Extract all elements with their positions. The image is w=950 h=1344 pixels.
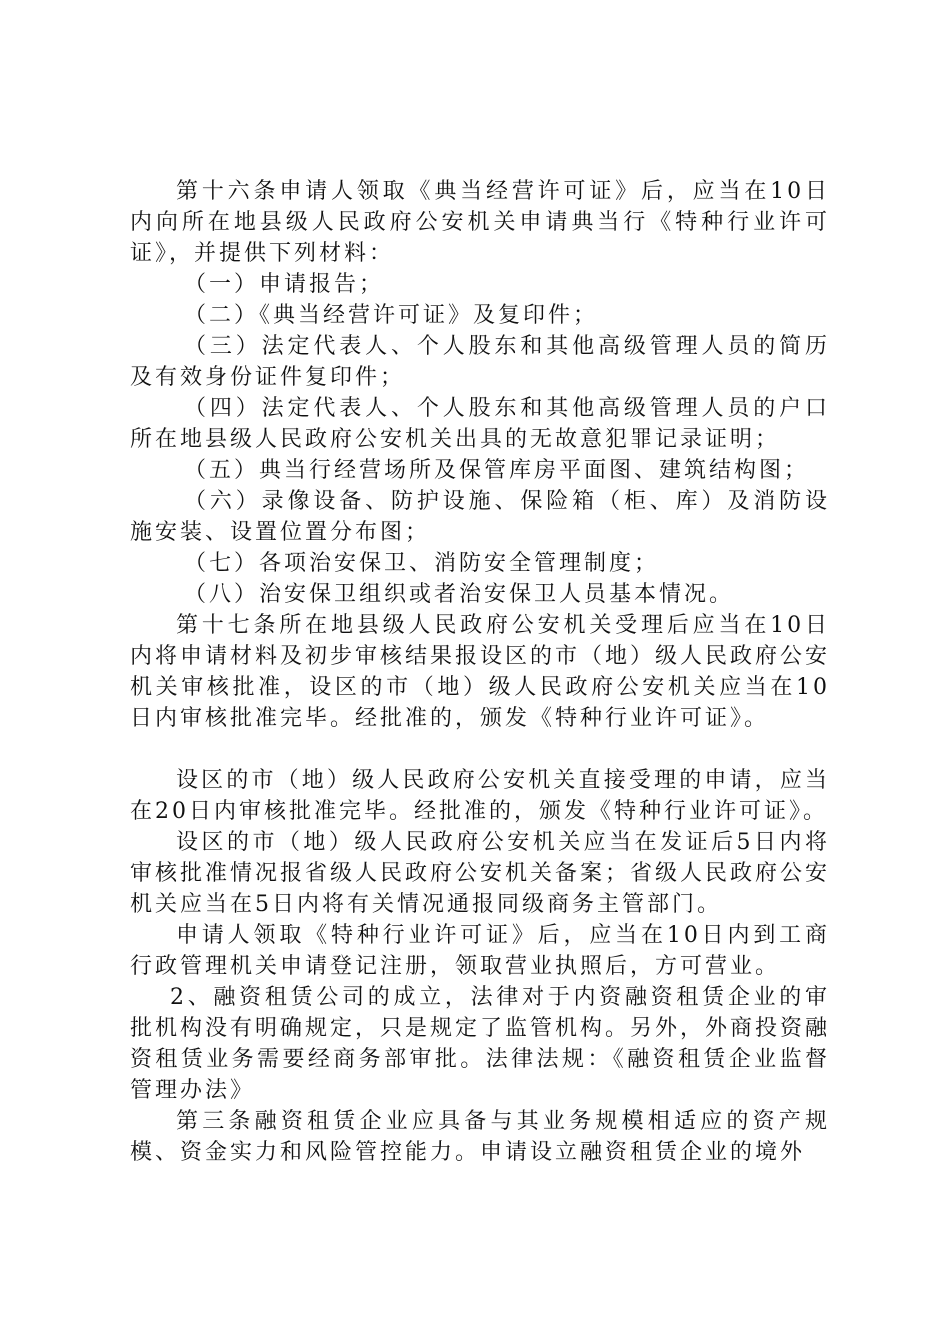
list-item-1: （一）申请报告；: [184, 272, 385, 297]
direct-acceptance-paragraph: 设区的市（地）级人民政府公安机关直接受理的申请，应当在20日内审核批准完毕。经批准的，颁发《特种行业许可证》。: [130, 768, 830, 824]
list-item-4: （四）法定代表人、个人股东和其他高级管理人员的户口所在地县级人民政府公安机关出具的无故意犯罪记录证明；: [130, 396, 830, 452]
article-16-paragraph: 第十六条申请人领取《典当经营许可证》后，应当在10日内向所在地县级人民政府公安机关申请典当行《特种行业许可证》，并提供下列材料：: [130, 179, 830, 266]
filing-paragraph: 设区的市（地）级人民政府公安机关应当在发证后5日内将审核批准情况报省级人民政府公安机关备案；省级人民政府公安机关应当在5日内将有关情况通报同级商务主管部门。: [130, 830, 831, 917]
leasing-company-paragraph: 2、融资租赁公司的成立，法律对于内资融资租赁企业的审批机构没有明确规定，只是规定了监管机构。另外，外商投资融资租赁业务需要经商务部审批。法律法规：《融资租赁企业监督管理办法》: [130, 985, 831, 1103]
article-17-paragraph: 第十七条所在地县级人民政府公安机关受理后应当在10日内将申请材料及初步审核结果报设区的市（地）级人民政府公安机关审核批准，设区的市（地）级人民政府公安机关应当在10日内审核批准完毕。经批准的，颁发《特种行业许可证》。: [130, 613, 831, 731]
list-item-3: （三）法定代表人、个人股东和其他高级管理人员的简历及有效身份证件复印件；: [130, 334, 830, 390]
registration-paragraph: 申请人领取《特种行业许可证》后，应当在10日内到工商行政管理机关申请登记注册，领取营业执照后，方可营业。: [130, 923, 830, 979]
article-3-paragraph: 第三条融资租赁企业应具备与其业务规模相适应的资产规模、资金实力和风险管控能力。申请设立融资租赁企业的境外: [130, 1109, 830, 1165]
document-body: [130, 176, 830, 1168]
list-item-8: （八）治安保卫组织或者治安保卫人员基本情况。: [184, 582, 735, 607]
list-item-5: （五）典当行经营场所及保管库房平面图、建筑结构图；: [184, 458, 810, 483]
list-item-2: （二）《典当经营许可证》及复印件；: [184, 303, 599, 328]
list-item-7: （七）各项治安保卫、消防安全管理制度；: [184, 551, 660, 576]
list-item-6: （六）录像设备、防护设施、保险箱（柜、库）及消防设施安装、设置位置分布图；: [130, 489, 830, 545]
